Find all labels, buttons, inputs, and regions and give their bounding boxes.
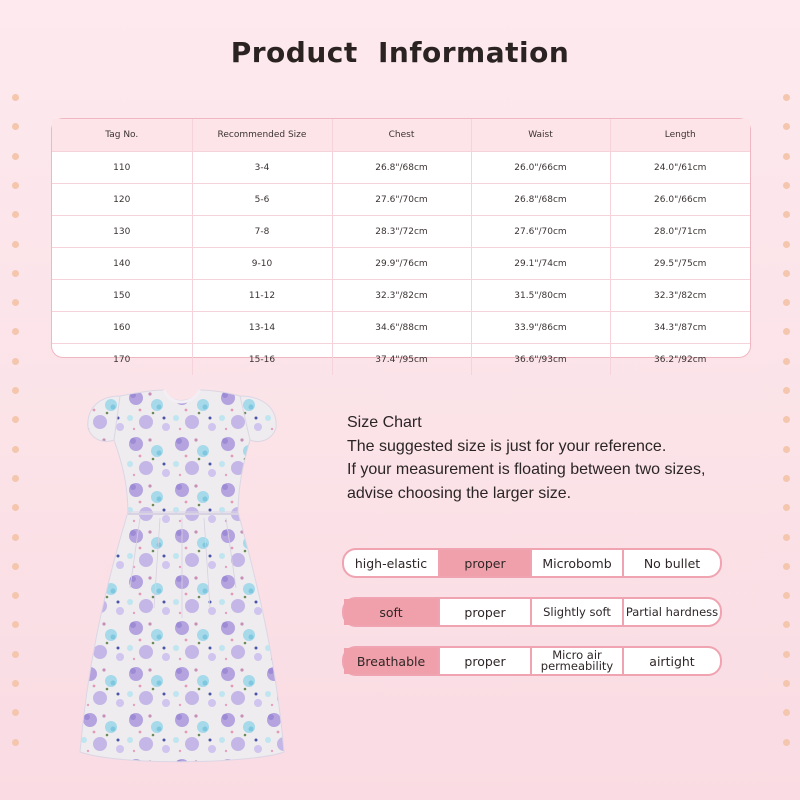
table-cell: 120: [52, 184, 192, 216]
decorative-dot: [12, 592, 19, 599]
decorative-dot: [12, 387, 19, 394]
table-cell: 29.9"/76cm: [332, 248, 471, 280]
decorative-dot: [783, 621, 790, 628]
table-cell: 32.3"/82cm: [610, 280, 750, 312]
table-cell: 26.8"/68cm: [471, 184, 610, 216]
table-cell: 28.3"/72cm: [332, 216, 471, 248]
table-cell: 3-4: [192, 152, 332, 184]
decorative-dot: [783, 299, 790, 306]
attribute-cell: proper: [440, 599, 532, 625]
table-cell: 7-8: [192, 216, 332, 248]
decorative-dot: [12, 182, 19, 189]
decorative-dot: [12, 358, 19, 365]
attribute-cell: Partial hardness: [625, 604, 719, 619]
decorative-dot: [783, 446, 790, 453]
table-cell: 26.0"/66cm: [471, 152, 610, 184]
size-table: [51, 118, 751, 365]
table-cell: 150: [52, 280, 192, 312]
table-cell: 26.8"/68cm: [332, 152, 471, 184]
attribute-cell: airtight: [649, 653, 695, 669]
decorative-dot: [783, 651, 790, 658]
attribute-cell: proper: [440, 648, 532, 674]
decorative-dot: [12, 299, 19, 306]
table-cell: 36.2"/92cm: [610, 344, 750, 376]
decorative-dot: [12, 328, 19, 335]
attribute-cell: high-elastic: [344, 550, 440, 576]
header-waist: Waist: [471, 119, 610, 152]
attribute-cell-selected: proper: [440, 550, 532, 576]
decorative-dot: [783, 328, 790, 335]
table-cell: 29.5"/75cm: [610, 248, 750, 280]
table-cell: 130: [52, 216, 192, 248]
decorative-dot: [783, 739, 790, 746]
decorative-dot: [12, 534, 19, 541]
attribute-cell-selected: Breathable: [344, 648, 440, 674]
attribute-cell-selected: soft: [344, 599, 440, 625]
table-cell: 34.6"/88cm: [332, 312, 471, 344]
decorative-dot: [783, 563, 790, 570]
attribute-bar-elasticity: [342, 548, 722, 578]
table-cell: 5-6: [192, 184, 332, 216]
floral-dress-illustration: [80, 388, 285, 768]
decorative-dot: [783, 241, 790, 248]
dress-image: [80, 388, 285, 768]
decorative-dot: [783, 709, 790, 716]
decorative-dot: [12, 621, 19, 628]
table-cell: 33.9"/86cm: [471, 312, 610, 344]
table-cell: 29.1"/74cm: [471, 248, 610, 280]
decorative-dot: [12, 709, 19, 716]
decorative-dot: [12, 446, 19, 453]
decorative-dot: [12, 94, 19, 101]
table-cell: 28.0"/71cm: [610, 216, 750, 248]
size-chart-line: The suggested size is just for your reference.: [347, 437, 667, 455]
table-cell: 34.3"/87cm: [610, 312, 750, 344]
decorative-dot: [783, 153, 790, 160]
decorative-dot: [12, 651, 19, 658]
decorative-dot: [783, 182, 790, 189]
size-chart-line: advise choosing the larger size.: [347, 484, 572, 502]
table-row: [52, 280, 750, 312]
decorative-dot: [12, 563, 19, 570]
table-row: [52, 184, 750, 216]
decorative-dot: [12, 739, 19, 746]
decorative-dot: [783, 123, 790, 130]
table-cell: 31.5"/80cm: [471, 280, 610, 312]
header-recommended-size: Recommended Size: [192, 119, 332, 152]
decorative-dot: [12, 475, 19, 482]
decorative-dot: [783, 211, 790, 218]
decorative-dot: [783, 94, 790, 101]
decorative-dot: [12, 153, 19, 160]
table-cell: 110: [52, 152, 192, 184]
page-title: Product Information: [230, 36, 570, 69]
decorative-dot: [12, 416, 19, 423]
decorative-dot: [783, 475, 790, 482]
table-cell: 140: [52, 248, 192, 280]
table-row: [52, 152, 750, 184]
table-cell: 15-16: [192, 344, 332, 376]
table-cell: 37.4"/95cm: [332, 344, 471, 376]
table-cell: 32.3"/82cm: [332, 280, 471, 312]
decorative-dot: [12, 211, 19, 218]
table-cell: 24.0"/61cm: [610, 152, 750, 184]
table-cell: 170: [52, 344, 192, 376]
attribute-cell: Slightly soft: [532, 599, 624, 625]
attribute-cell: Micro air permeability: [532, 648, 624, 674]
table-row: [52, 344, 750, 376]
decorative-dot: [12, 241, 19, 248]
table-row: [52, 216, 750, 248]
table-cell: 160: [52, 312, 192, 344]
header-chest: Chest: [332, 119, 471, 152]
size-chart-line: If your measurement is floating between two sizes,: [347, 461, 706, 478]
decorative-dot: [12, 123, 19, 130]
table-row: [52, 312, 750, 344]
decorative-dot: [783, 416, 790, 423]
decorative-dot: [783, 270, 790, 277]
table-cell: 26.0"/66cm: [610, 184, 750, 216]
decorative-dot: [783, 358, 790, 365]
decorative-dot: [12, 504, 19, 511]
size-chart-note: [347, 411, 767, 505]
table-row: [52, 248, 750, 280]
attribute-cell: No bullet: [643, 555, 701, 571]
attribute-cell: Microbomb: [532, 550, 624, 576]
size-chart-heading: Size Chart: [347, 414, 422, 431]
table-cell: 36.6"/93cm: [471, 344, 610, 376]
decorative-dot: [783, 534, 790, 541]
table-cell: 9-10: [192, 248, 332, 280]
decorative-dot: [783, 504, 790, 511]
decorative-dot: [783, 387, 790, 394]
table-cell: 27.6"/70cm: [332, 184, 471, 216]
table-header-row: [52, 119, 750, 152]
table-cell: 11-12: [192, 280, 332, 312]
table-cell: 13-14: [192, 312, 332, 344]
header-length: Length: [610, 119, 750, 152]
decorative-dot: [783, 680, 790, 687]
attribute-bar-softness: [342, 597, 722, 627]
decorative-dot: [12, 270, 19, 277]
header-tag-no: Tag No.: [52, 119, 192, 152]
table-cell: 27.6"/70cm: [471, 216, 610, 248]
attribute-bar-breathability: [342, 646, 722, 676]
decorative-dot: [783, 592, 790, 599]
decorative-dot: [12, 680, 19, 687]
